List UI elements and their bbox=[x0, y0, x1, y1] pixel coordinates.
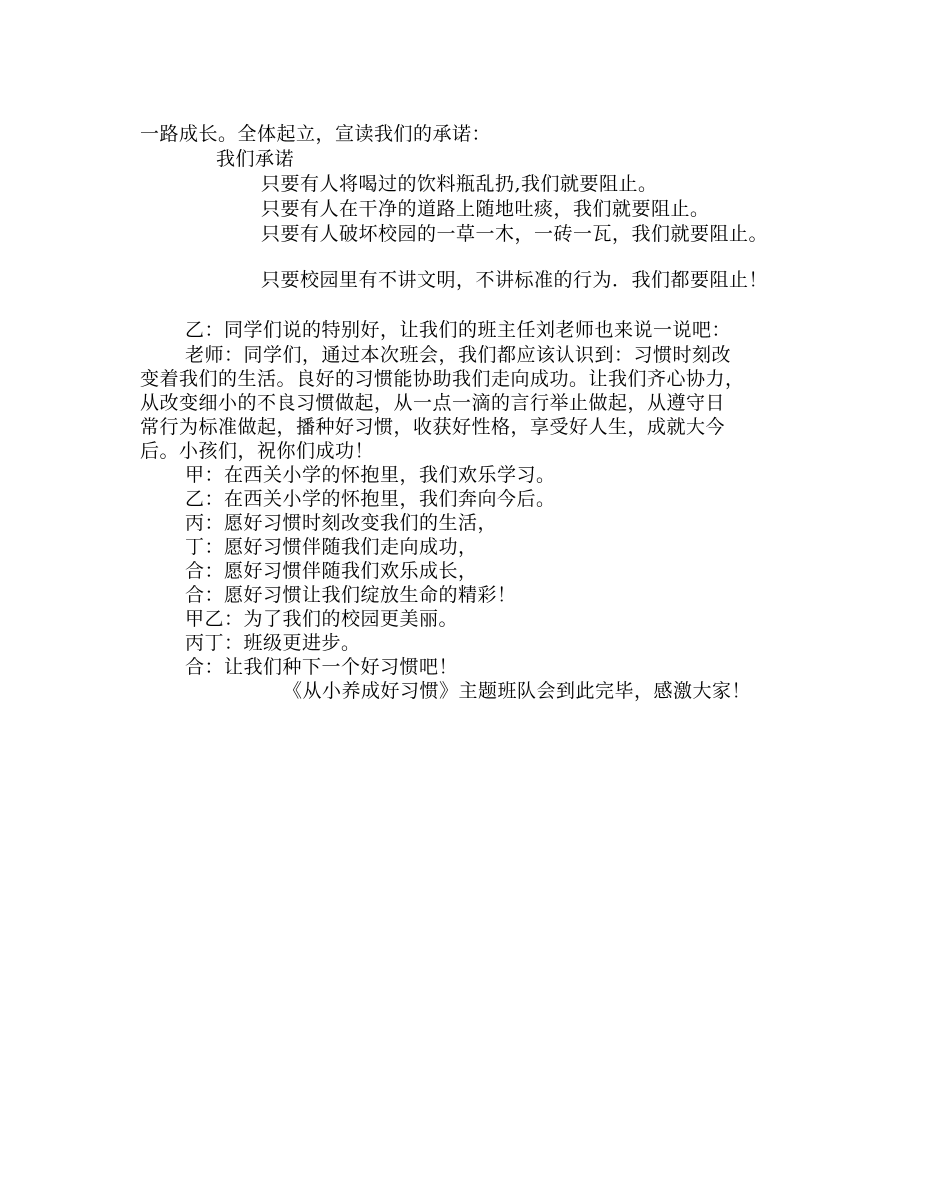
teacher-speech-line: 从改变细小的不良习惯做起，从一点一滴的言行举止做起，从遵守日 bbox=[140, 392, 726, 414]
dialogue-line: 甲：在西关小学的怀抱里，我们欢乐学习。 bbox=[185, 464, 556, 486]
teacher-speech-line: 常行为标准做起，播种好习惯，收获好性格，享受好人生，成就大今 bbox=[140, 416, 726, 438]
pledge-line: 只要有人在干净的道路上随地吐痰，我们就要阻止。 bbox=[261, 198, 710, 220]
dialogue-line: 甲乙：为了我们的校园更美丽。 bbox=[185, 608, 459, 630]
pledge-line: 只要有人破坏校园的一草一木，一砖一瓦，我们就要阻止。 bbox=[261, 223, 769, 245]
pledge-line: 只要校园里有不讲文明，不讲标准的行为．我们都要阻止！ bbox=[261, 269, 769, 291]
dialogue-line: 丙丁：班级更进步。 bbox=[185, 632, 361, 654]
text-line: 一路成长。全体起立，宣读我们的承诺： bbox=[140, 123, 492, 145]
dialogue-line: 丁：愿好习惯伴随我们走向成功， bbox=[185, 536, 478, 558]
dialogue-line: 合：让我们种下一个好习惯吧！ bbox=[185, 656, 459, 678]
closing-line: 《从小养成好习惯》主题班队会到此完毕，感激大家！ bbox=[283, 680, 752, 702]
dialogue-line: 合：愿好习惯伴随我们欢乐成长， bbox=[185, 560, 478, 582]
dialogue-line: 合：愿好习惯让我们绽放生命的精彩！ bbox=[185, 584, 517, 606]
teacher-speech-line: 老师：同学们，通过本次班会，我们都应该认识到：习惯时刻改 bbox=[185, 344, 732, 366]
dialogue-line: 乙：在西关小学的怀抱里，我们奔向今后。 bbox=[185, 488, 556, 510]
dialogue-line: 乙：同学们说的特别好，让我们的班主任刘老师也来说一说吧： bbox=[185, 319, 732, 341]
teacher-speech-line: 后。小孩们，祝你们成功！ bbox=[140, 440, 375, 462]
dialogue-line: 丙：愿好习惯时刻改变我们的生活， bbox=[185, 512, 498, 534]
teacher-speech-line: 变着我们的生活。良好的习惯能协助我们走向成功。让我们齐心协力， bbox=[140, 368, 745, 390]
pledge-heading: 我们承诺 bbox=[216, 148, 295, 170]
pledge-line: 只要有人将喝过的饮料瓶乱扔,我们就要阻止。 bbox=[261, 173, 658, 195]
